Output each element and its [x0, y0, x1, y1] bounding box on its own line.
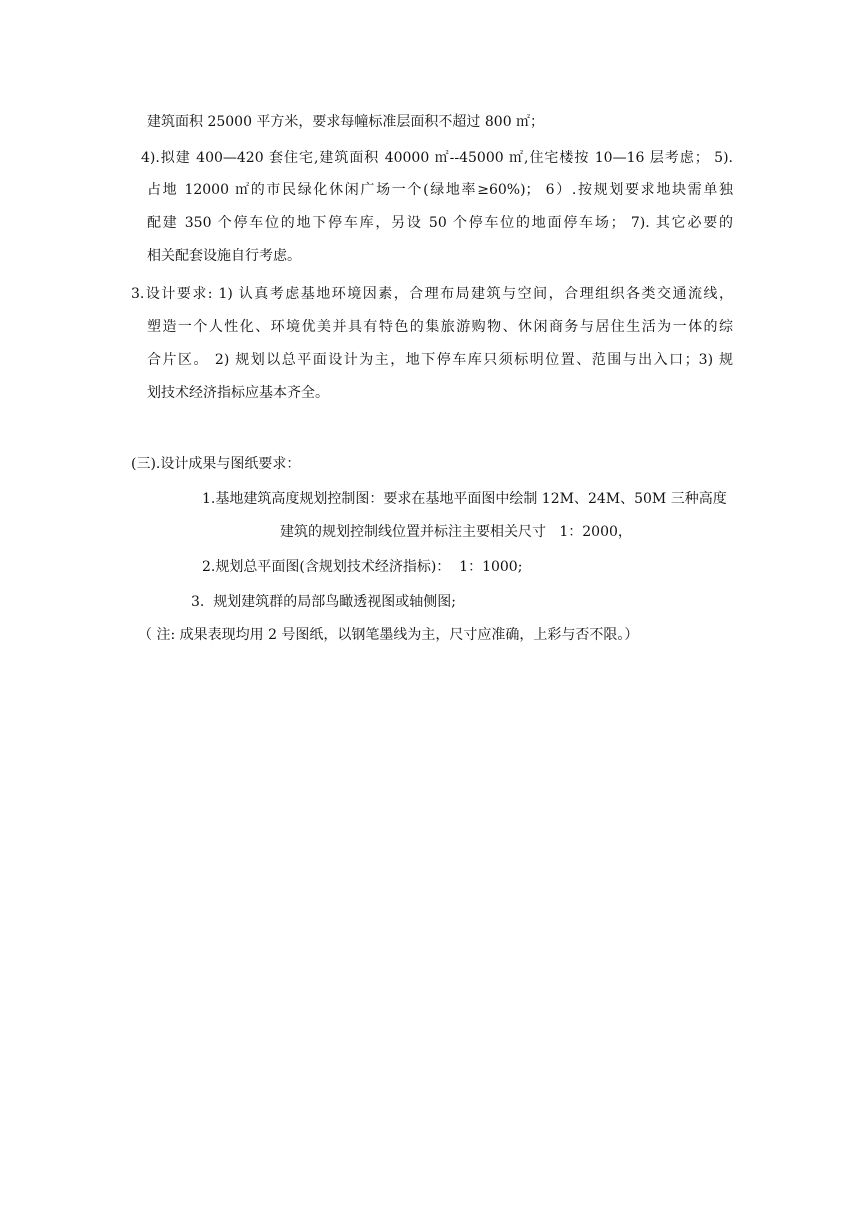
section-heading: (三).设计成果与图纸要求： — [131, 456, 301, 472]
text-line-6: 3.设计要求: 1) 认真考虑基地环境因素，合理布局建筑与空间，合理组织各类交通流线， — [131, 286, 733, 302]
text-line-2: 4).拟建 400—420 套住宅,建筑面积 40000 ㎡--45000 ㎡,住宅楼按 10—16 层考虑； 5). — [141, 150, 733, 166]
note-line: （ 注: 成果表现均用 2 号图纸，以钢笔墨线为主，尺寸应准确，上彩与否不限。） — [138, 627, 639, 643]
text-line-9: 划技术经济指标应基本齐全。 — [147, 385, 329, 401]
text-line-7: 塑造一个人性化、环境优美并具有特色的集旅游购物、休闲商务与居住生活为一体的综 — [147, 319, 733, 335]
text-line-10: 1.基地建筑高度规划控制图：要求在基地平面图中绘制 12M、24M、50M 三种高度 — [202, 491, 727, 507]
text-line-11: 建筑的规划控制线位置并标注主要相关尺寸 1：2000， — [280, 524, 632, 540]
text-line-4: 配建 350 个停车位的地下停车库，另设 50 个停车位的地面停车场； 7). 其它必要的 — [147, 215, 733, 231]
text-line-12: 2.规划总平面图(含规划技术经济指标)： 1：1000; — [202, 559, 523, 575]
text-line-1: 建筑面积 25000 平方米，要求每幢标准层面积不超过 800 ㎡； — [147, 114, 545, 130]
text-line-5: 相关配套设施自行考虑。 — [147, 248, 301, 264]
text-line-13: 3. 规划建筑群的局部鸟瞰透视图或轴侧图; — [191, 594, 456, 610]
text-line-3: 占地 12000 ㎡的市民绿化休闲广场一个(绿地率≥60%)； 6）.按规划要求地块需单独 — [147, 182, 733, 198]
text-line-8: 合片区。 2) 规划以总平面设计为主，地下停车库只须标明位置、范围与出入口；3) 规 — [147, 352, 733, 368]
